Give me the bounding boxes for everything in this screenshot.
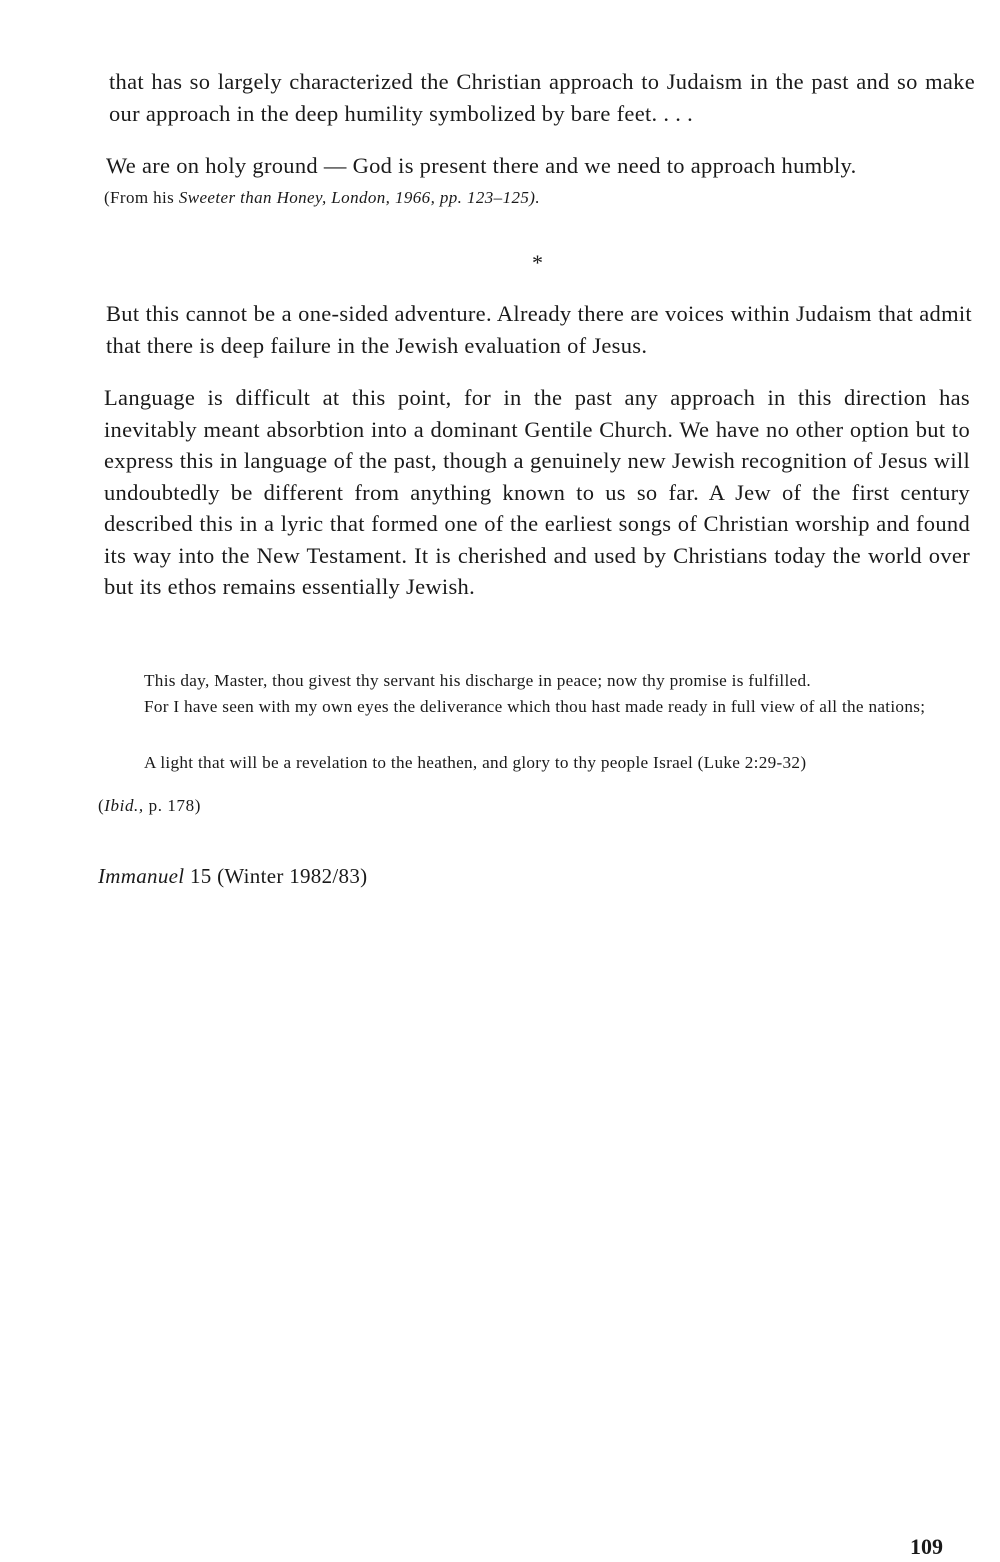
quote-line-3: A light that will be a revelation to the heathen, and glory to thy people Israel (Luke 2:29-32) [144,753,807,772]
journal-issue: 15 (Winter 1982/83) [184,864,368,888]
intro-paragraph: that has so largely characterized the Christian approach to Judaism in the past and so make our approach in the deep humility symbolized by bare feet. . . . [109,69,975,126]
source-reference [98,863,367,889]
language-paragraph: Language is difficult at this point, for in the past any approach in this direction has inevitably meant absorbtion into a dominant Gentile Church. We have no other option but to express this in language of the past, though a genuinely new Jewish recognition of Jesus will undoubtedly be different from anything known to us so far. A Jew of the first century described this in a lyric that formed one of the earliest songs of Christian worship and found its way into the New Testament. It is cherished and used by Christians today the world over but its ethos remains essentially Jewish. [104,385,970,599]
journal-name: Immanuel [98,864,185,888]
citation-ibid-open: ( [98,796,105,815]
citation-ibid-page: p. 178) [143,796,201,815]
section-separator: * [532,250,543,275]
page-number: 109 [910,1534,943,1559]
citation-ibid-label: Ibid., [104,796,144,815]
citation-source-title: Sweeter than Honey, London, 1966, pp. 123–125). [178,188,540,207]
citation-ibid [98,795,201,817]
quote-line-2: For I have seen with my own eyes the deliverance which thou hast made ready in full view of all the nations; [144,697,926,716]
one-sided-paragraph: But this cannot be a one-sided adventure. Already there are voices within Judaism that admit that there is deep failure in the Jewish evaluation of Jesus. [106,301,972,358]
quote-line-1: This day, Master, thou givest thy servant his discharge in peace; now thy promise is fulfilled. [144,671,811,690]
citation-prefix: (From his [104,188,179,207]
citation-sweeter-than-honey [104,187,540,209]
holy-ground-paragraph: We are on holy ground — God is present there and we need to approach humbly. [106,153,857,178]
